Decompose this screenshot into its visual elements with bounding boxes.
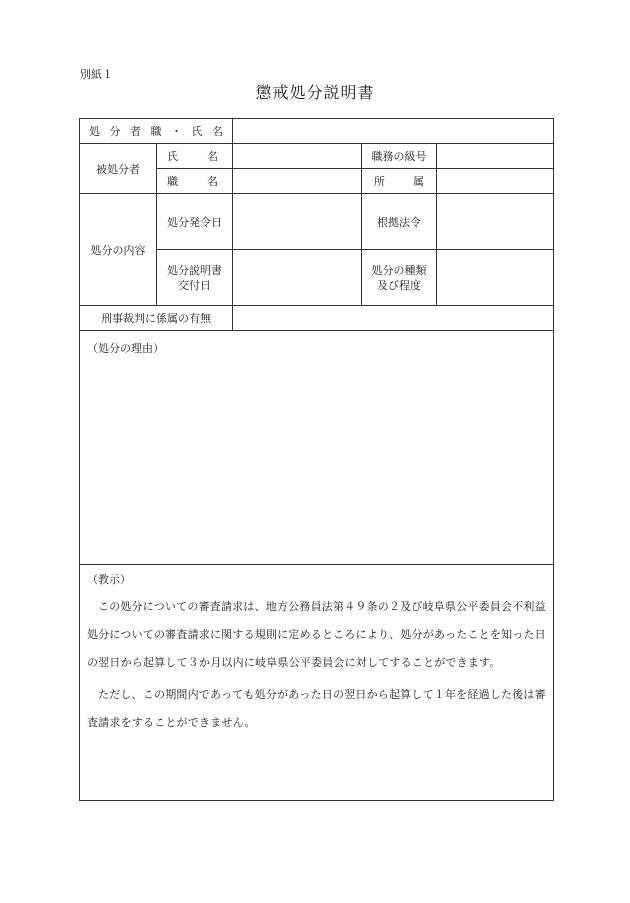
page-title: 懲戒処分説明書 [255, 83, 375, 102]
reason-label: （処分の理由） [87, 342, 164, 355]
type-label-line1: 処分の種類 [371, 263, 427, 277]
law-field[interactable] [437, 194, 554, 250]
recipient-name-field[interactable] [233, 144, 362, 169]
disposer-char: 処 [89, 125, 100, 138]
notice-heading: （教示） [87, 573, 131, 586]
disposition-form-table [79, 118, 554, 801]
label-char: 属 [413, 175, 424, 188]
label-char: 名 [207, 150, 218, 163]
disposer-char: 氏 [191, 125, 203, 138]
label-char: 職 [167, 175, 178, 188]
affiliation-label-cell [362, 169, 437, 194]
reason-row [80, 331, 554, 565]
recipient-title-label [157, 173, 232, 189]
type-label-line2: 及び程度 [377, 278, 421, 292]
reason-field[interactable] [80, 331, 554, 565]
disposer-char: 者 [130, 125, 141, 138]
recipient-title-label-cell [157, 169, 233, 194]
grade-field[interactable] [437, 144, 554, 169]
content-row-1 [80, 194, 554, 250]
disposer-char: 名 [212, 125, 223, 138]
delivery-date-label [157, 250, 233, 306]
recipient-name-label [157, 148, 232, 164]
criminal-field[interactable] [233, 306, 554, 331]
delivery-date-label-line2: 交付日 [178, 278, 211, 292]
disposer-label-cell [80, 119, 233, 144]
disposer-char: 分 [109, 125, 121, 138]
recipient-row-1 [80, 144, 554, 169]
criminal-label: 刑事裁判に係属の有無 [80, 306, 233, 331]
disposer-value-field[interactable] [233, 119, 554, 144]
disposer-char: ・ [171, 125, 182, 138]
annex-label: 別紙１ [80, 68, 113, 81]
notice-cell [80, 565, 554, 801]
label-char: 所 [374, 175, 385, 188]
law-label: 根拠法令 [362, 194, 437, 250]
disposer-row [80, 119, 554, 144]
type-field[interactable] [437, 250, 554, 306]
recipient-label: 被処分者 [80, 144, 157, 194]
criminal-row [80, 306, 554, 331]
affiliation-label [362, 173, 436, 189]
notice-row [80, 565, 554, 801]
notice-paragraph-1: この処分についての審査請求は、地方公務員法第４９条の２及び岐阜県公平委員会不利益処分についての審査請求に関する規則に定めるところにより、処分があったことを知った日の翌日から起算して３か月以内に岐阜県公平委員会に対してすることができます。 [87, 600, 546, 669]
label-char: 名 [207, 175, 218, 188]
label-char: 氏 [167, 150, 178, 163]
grade-label: 職務の級号 [362, 144, 437, 169]
delivery-date-label-line1: 処分説明書 [167, 263, 222, 277]
disposer-label [80, 123, 232, 139]
affiliation-field[interactable] [437, 169, 554, 194]
disposer-char: 職 [150, 125, 162, 138]
recipient-name-label-cell [157, 144, 233, 169]
recipient-title-field[interactable] [233, 169, 362, 194]
content-label: 処分の内容 [80, 194, 157, 306]
type-label [362, 250, 437, 306]
date-label: 処分発令日 [157, 194, 233, 250]
delivery-date-field[interactable] [233, 250, 362, 306]
notice-paragraph-2: ただし、この期間内であっても処分があった日の翌日から起算して１年を経過した後は審査請求をすることができません。 [87, 688, 546, 729]
date-field[interactable] [233, 194, 362, 250]
